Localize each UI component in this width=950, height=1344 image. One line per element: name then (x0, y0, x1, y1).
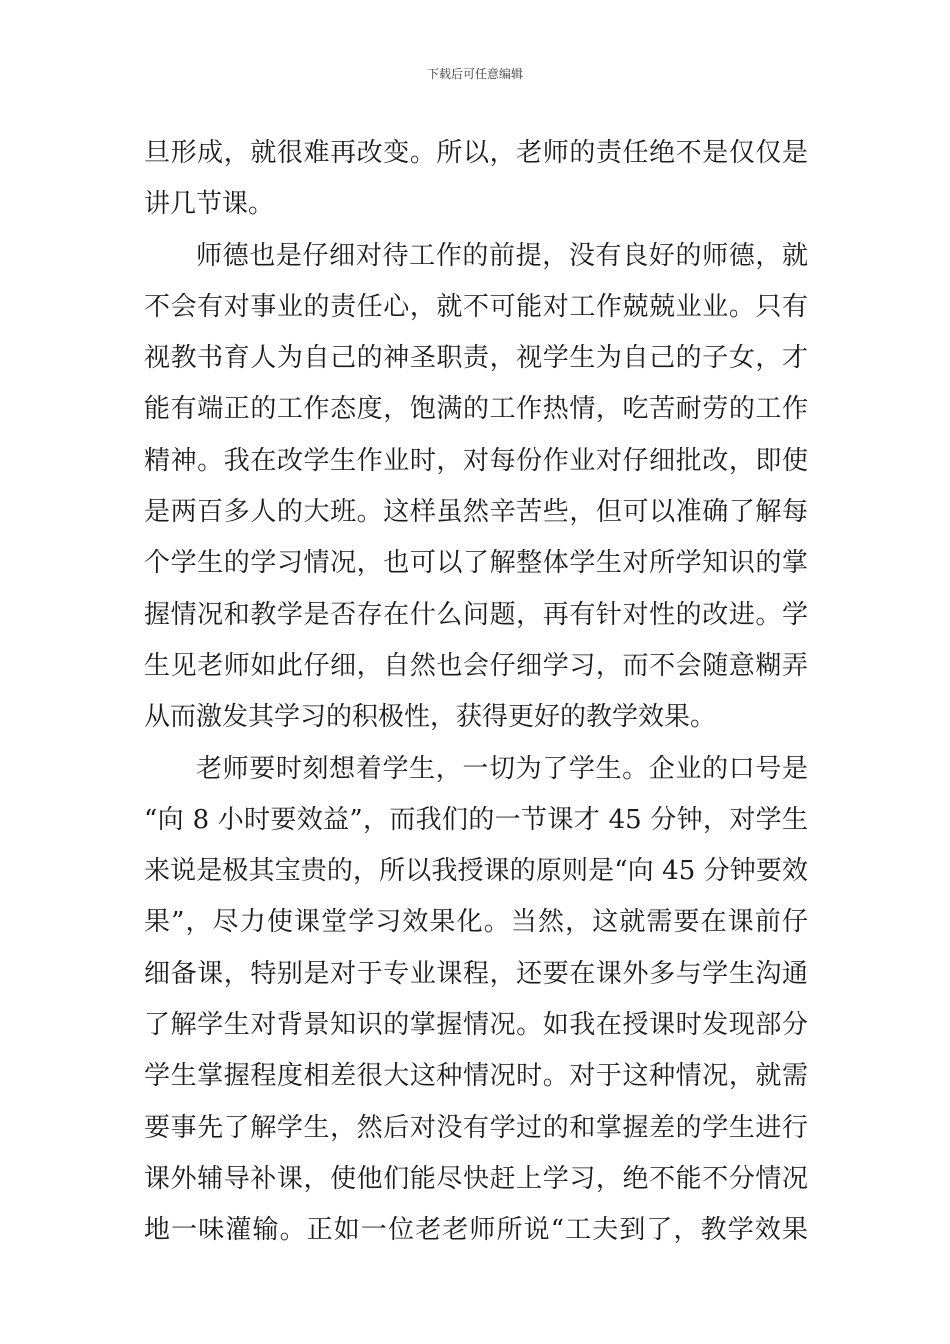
text-line: 能有端正的工作态度，饱满的工作热情，吃苦耐劳的工作 (144, 394, 808, 425)
text-line: “向 8 小时要效益”，而我们的一节课才 45 分钟，对学生 (144, 804, 808, 835)
text-line: 来说是极其宝贵的，所以我授课的原则是“向 45 分钟要效 (144, 856, 808, 887)
text-line: 地一味灌输。正如一位老老师所说“工夫到了，教学效果 (144, 1215, 808, 1246)
text-line: 细备课，特别是对于专业课程，还要在课外多与学生沟通 (144, 958, 808, 989)
text-line: 个学生的学习情况，也可以了解整体学生对所学知识的掌 (144, 548, 808, 579)
text-line: 师德也是仔细对待工作的前提，没有良好的师德，就 (196, 240, 808, 271)
text-line: 老师要时刻想着学生，一切为了学生。企业的口号是 (196, 753, 808, 784)
text-line: 从而激发其学习的积极性，获得更好的教学效果。 (144, 702, 717, 733)
text-line: 果”，尽力使课堂学习效果化。当然，这就需要在课前仔 (144, 907, 808, 938)
text-line: 要事先了解学生，然后对没有学过的和掌握差的学生进行 (144, 1112, 808, 1143)
text-line: 是两百多人的大班。这样虽然辛苦些，但可以准确了解每 (144, 497, 808, 528)
text-line: 了解学生对背景知识的掌握情况。如我在授课时发现部分 (144, 1010, 808, 1041)
document-body (144, 128, 808, 1257)
text-line: 精神。我在改学生作业时，对每份作业对仔细批改，即使 (144, 445, 808, 476)
text-line: 课外辅导补课，使他们能尽快赶上学习，绝不能不分情况 (144, 1163, 808, 1194)
text-line: 学生掌握程度相差很大这种情况时。对于这种情况，就需 (144, 1061, 808, 1092)
header-note: 下载后可任意编辑 (426, 67, 523, 81)
text-line: 讲几节课。 (144, 189, 275, 220)
text-line: 旦形成，就很难再改变。所以，老师的责任绝不是仅仅是 (144, 138, 808, 168)
text-line: 视教书育人为自己的神圣职责，视学生为自己的子女，才 (144, 343, 808, 374)
text-line: 握情况和教学是否存在什么问题，再有针对性的改进。学 (144, 599, 808, 630)
text-line: 不会有对事业的责任心，就不可能对工作兢兢业业。只有 (144, 291, 808, 322)
text-line: 生见老师如此仔细，自然也会仔细学习，而不会随意糊弄 (144, 650, 808, 681)
